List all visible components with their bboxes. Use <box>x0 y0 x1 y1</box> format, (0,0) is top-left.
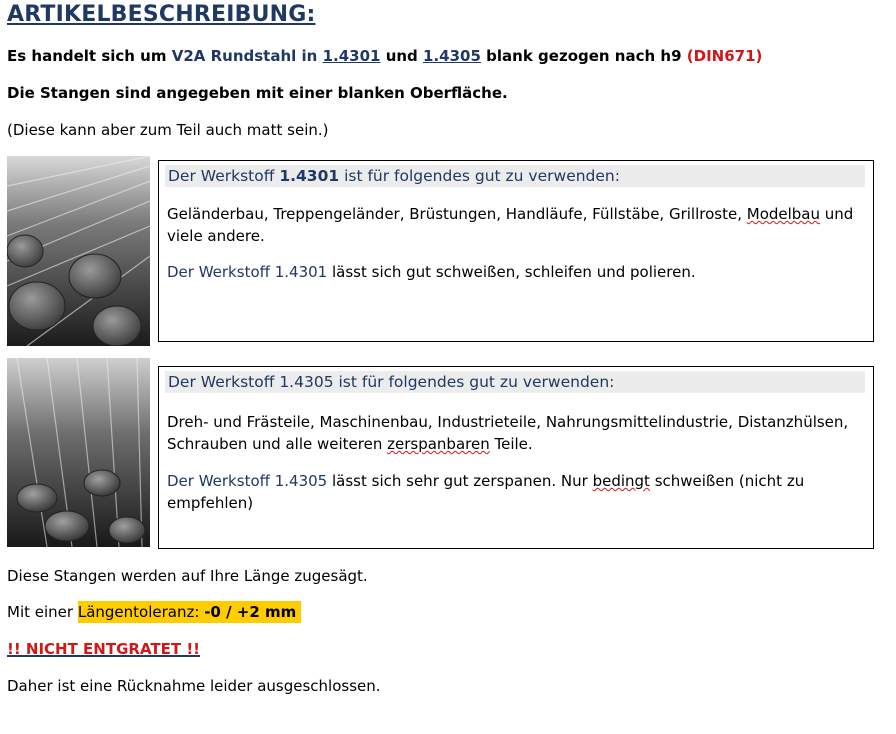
note-bedingt: bedingt <box>592 472 650 490</box>
note-suffix: lässt sich gut schweißen, schleifen und polieren. <box>332 263 696 281</box>
surface-note: Die Stangen sind angegeben mit einer blanken Oberfläche. <box>7 84 508 102</box>
uses-text <box>167 411 865 455</box>
cut-note: Diese Stangen werden auf Ihre Länge zugesägt. <box>7 567 368 585</box>
uses-text <box>167 203 865 247</box>
matt-note: (Diese kann aber zum Teil auch matt sein.) <box>7 121 329 139</box>
note-prefix: Der Werkstoff 1.4305 <box>167 472 328 490</box>
box-heading <box>165 165 865 187</box>
din-norm: (DIN671) <box>686 47 763 65</box>
uses-b2: Teile. <box>494 435 533 453</box>
steel-rods-photo-2 <box>7 358 150 547</box>
grade-1-4301: 1.4301 <box>322 47 381 65</box>
intro-material: V2A Rundstahl in <box>171 47 318 65</box>
tolerance-line <box>7 603 301 621</box>
weld-note <box>167 261 865 283</box>
return-note: Daher ist eine Rücknahme leider ausgeschlossen. <box>7 677 381 695</box>
uses-a: Dreh- und Frästeile, Maschinenbau, Industrieteile, Nahrungsmittelindustrie, Distanzhülsen, <box>167 413 849 431</box>
uses-b: und viele andere. <box>167 205 854 245</box>
uses-modelbau: Modelbau <box>746 205 821 223</box>
tolerance-prefix: Mit einer <box>7 603 74 621</box>
grade-1-4305: 1.4305 <box>423 47 481 65</box>
not-deburred-warning: !! NICHT ENTGRATET !! <box>7 640 201 658</box>
tolerance-value: -0 / +2 mm <box>204 603 297 621</box>
material-box-1-4301 <box>158 160 874 342</box>
tolerance-highlight <box>78 601 301 623</box>
intro-and: und <box>385 47 418 65</box>
head-grade: 1.4301 <box>279 167 340 185</box>
intro-prefix: Es handelt sich um <box>7 47 167 65</box>
box-heading: Der Werkstoff 1.4305 ist für folgendes gut zu verwenden: <box>165 371 865 393</box>
note-c: empfehlen) <box>167 494 254 512</box>
uses-zerspanbaren: zerspanbaren <box>387 435 490 453</box>
page-title: ARTIKELBESCHREIBUNG: <box>7 2 316 27</box>
uses-a: Geländerbau, Treppengeländer, Brüstungen, Handläufe, Füllstäbe, Grillroste, <box>167 205 742 223</box>
material-box-1-4305 <box>158 366 874 549</box>
head-prefix: Der Werkstoff <box>168 167 275 185</box>
head-suffix: ist für folgendes gut zu verwenden: <box>344 167 620 185</box>
machining-note <box>167 470 865 514</box>
intro-suffix: blank gezogen nach h9 <box>486 47 682 65</box>
intro-line <box>7 47 762 65</box>
tolerance-label: Längentoleranz: <box>77 603 200 621</box>
steel-rods-photo-1 <box>7 156 150 346</box>
note-a: lässt sich sehr gut zerspanen. Nur <box>332 472 588 490</box>
note-b: schweißen (nicht zu <box>654 472 805 490</box>
uses-b1: Schrauben und alle weiteren <box>167 435 383 453</box>
note-prefix: Der Werkstoff 1.4301 <box>167 263 328 281</box>
